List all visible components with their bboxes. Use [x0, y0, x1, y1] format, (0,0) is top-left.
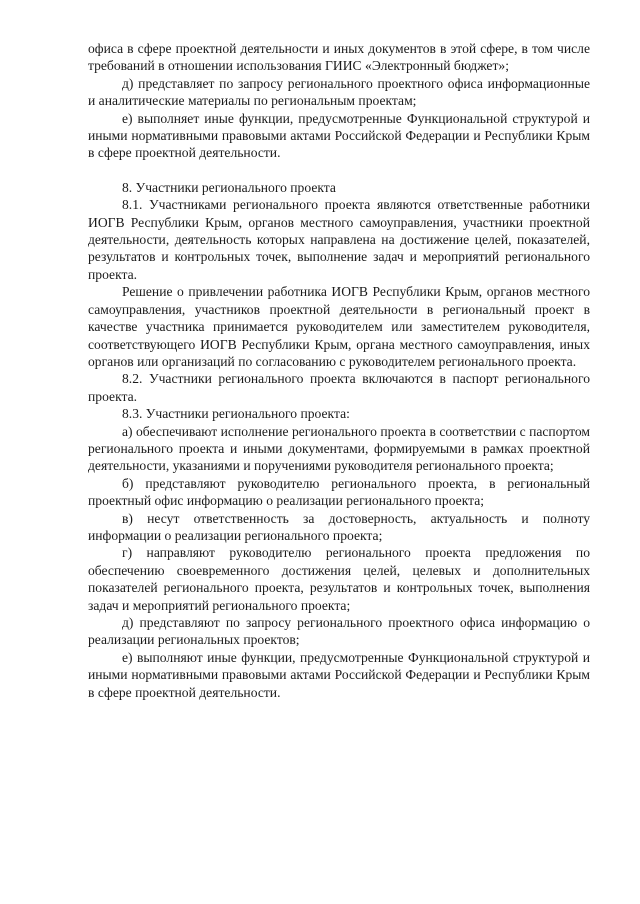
paragraph-8-2: 8.2. Участники регионального проекта включаются в паспорт регионального проекта.: [88, 371, 590, 404]
paragraph-item-d: д) представляет по запросу регионального проектного офиса информационные и аналитические материалы по региональным проектам;: [88, 75, 590, 109]
document-body: [88, 40, 590, 701]
list-item-v: в) несут ответственность за достоверность, актуальность и полноту информации о реализации регионального проекта;: [88, 510, 590, 543]
list-item-g: г) направляют руководителю регионального проекта предложения по обеспечению своевременного достижения целей, целевых и дополнительных показателей регионального проекта, результатов и контрольных точек, выполнения задач и мероприятий регионального проекта;: [88, 545, 590, 613]
paragraph-decision: Решение о привлечении работника ИОГВ Республики Крым, органов местного самоуправления, участников проектной деятельности в региональный проект в качестве участника принимается руководителем или заместителем руководителя, соответствующего ИОГВ Республики Крым, органа местного самоуправления, иных органов или организаций по согласованию с руководителем регионального проекта.: [88, 284, 590, 369]
list-item-e: е) выполняют иные функции, предусмотренные Функциональной структурой и иными нормативными правовыми актами Российской Федерации и Республики Крым в сфере проектной деятельности.: [88, 649, 590, 700]
section-spacer: [88, 162, 590, 179]
paragraph-8-3: 8.3. Участники регионального проекта:: [122, 406, 350, 422]
section-heading: 8. Участники регионального проекта: [122, 179, 336, 195]
paragraph-continuation: офиса в сфере проектной деятельности и иных документов в этой сфере, в том числе требований в отношении использования ГИИС «Электронный бюджет»;: [88, 41, 590, 74]
paragraph-8-1: 8.1. Участниками регионального проекта являются ответственные работники ИОГВ Республики Крым, органов местного самоуправления, участники проектной деятельности, деятельность которых направлена на достижение целей, показателей, результатов и контрольных точек, выполнение задач и мероприятий регионального проекта.: [88, 197, 590, 282]
list-item-a: а) обеспечивают исполнение регионального проекта в соответствии с паспортом регионального проекта и иными документами, формируемыми в рамках проектной деятельности, указаниями и поручениями руководителя регионального проекта;: [88, 423, 590, 474]
list-item-d: д) представляют по запросу регионального проектного офиса информацию о реализации региональных проектов;: [88, 615, 590, 648]
list-item-b: б) представляют руководителю регионального проекта, в региональный проектный офис информацию о реализации регионального проекта;: [88, 475, 590, 509]
paragraph-item-e: е) выполняет иные функции, предусмотренные Функциональной структурой и иными нормативными правовыми актами Российской Федерации и Республики Крым в сфере проектной деятельности.: [88, 110, 590, 161]
